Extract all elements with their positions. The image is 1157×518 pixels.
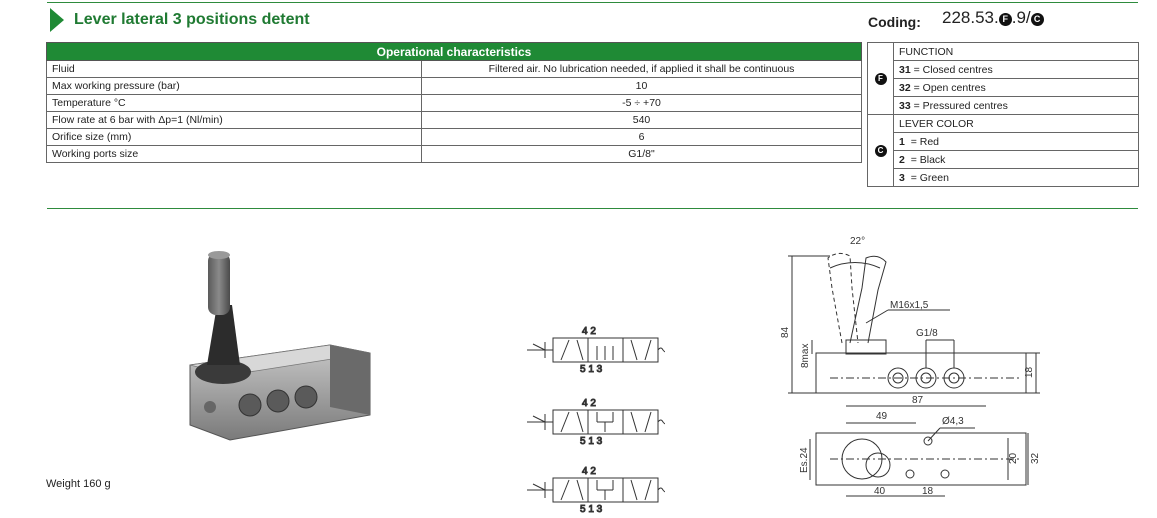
color-marker-icon: C bbox=[1031, 13, 1044, 26]
port-labels-bottom: 5 1 3 bbox=[580, 364, 603, 375]
table-row bbox=[47, 61, 862, 78]
code-text: Black bbox=[919, 153, 946, 166]
code-number: 1 bbox=[899, 135, 905, 148]
coding-mid: .9/ bbox=[1011, 8, 1031, 27]
ops-label: Temperature °C bbox=[47, 95, 422, 112]
ops-value: 6 bbox=[422, 129, 862, 146]
ops-table-title: Operational characteristics bbox=[47, 43, 862, 61]
port-labels-top: 4 2 bbox=[582, 326, 596, 337]
code-number: 2 bbox=[899, 153, 905, 166]
table-row bbox=[47, 129, 862, 146]
code-text: Closed centres bbox=[922, 63, 993, 76]
ops-label: Max working pressure (bar) bbox=[47, 78, 422, 95]
section-title: Lever lateral 3 positions detent bbox=[74, 11, 310, 28]
dim-angle: 22° bbox=[850, 236, 866, 247]
title-arrow-icon bbox=[50, 8, 64, 32]
port-labels-bottom: 5 1 3 bbox=[580, 504, 603, 515]
symbol-open-centres bbox=[527, 398, 665, 447]
function-marker-icon: F bbox=[999, 13, 1012, 26]
color-marker-icon: C bbox=[875, 145, 887, 157]
code-number: 33 bbox=[899, 99, 911, 112]
dim-49: 49 bbox=[876, 411, 888, 422]
ops-value: 540 bbox=[422, 112, 862, 129]
code-number: 3 bbox=[899, 171, 905, 184]
symbol-closed-centres bbox=[527, 326, 665, 375]
code-text: Red bbox=[919, 135, 940, 148]
table-row: 32 = Open centres bbox=[868, 79, 1139, 97]
dim-max: 8max bbox=[800, 343, 811, 368]
dim-thread: M16x1,5 bbox=[890, 300, 929, 311]
table-row bbox=[47, 146, 862, 163]
code-number: 31 bbox=[899, 63, 911, 76]
table-row: 2 = Black bbox=[868, 151, 1139, 169]
ops-value: 10 bbox=[422, 78, 862, 95]
section-rule bbox=[47, 208, 1138, 209]
table-row: 3 = Green bbox=[868, 169, 1139, 187]
ops-value: Filtered air. No lubrication needed, if applied it shall be continuous bbox=[422, 61, 862, 78]
coding-table bbox=[867, 42, 1139, 187]
table-row: 1 = Red bbox=[868, 133, 1139, 151]
product-image bbox=[180, 245, 380, 445]
code-text: Pressured centres bbox=[922, 99, 1008, 112]
dim-width-full: 87 bbox=[912, 395, 924, 406]
symbol-pressured-centres bbox=[527, 466, 665, 515]
code-text: Green bbox=[919, 171, 949, 184]
dimension-drawing bbox=[770, 228, 1050, 513]
ops-value: G1/8" bbox=[422, 146, 862, 163]
pneumatic-symbols bbox=[525, 320, 665, 515]
function-marker-icon: F bbox=[875, 73, 887, 85]
dim-18b: 18 bbox=[922, 486, 934, 497]
dim-height-total: 84 bbox=[780, 326, 791, 338]
dim-es: Es.24 bbox=[799, 447, 810, 473]
table-row bbox=[868, 43, 1139, 61]
lever-color-heading: LEVER COLOR bbox=[894, 115, 1139, 133]
table-row: 31 = Closed centres bbox=[868, 61, 1139, 79]
port-labels-bottom: 5 1 3 bbox=[580, 436, 603, 447]
function-marker-cell bbox=[868, 43, 894, 115]
ops-label: Working ports size bbox=[47, 146, 422, 163]
port-labels-top: 4 2 bbox=[582, 398, 596, 409]
top-rule bbox=[47, 2, 1138, 3]
table-row: 33 = Pressured centres bbox=[868, 97, 1139, 115]
function-heading: FUNCTION bbox=[894, 43, 1139, 61]
operational-characteristics-table bbox=[46, 42, 862, 163]
dim-20: 20 bbox=[1008, 452, 1019, 464]
code-number: 32 bbox=[899, 81, 911, 94]
dim-40: 40 bbox=[874, 486, 886, 497]
port-labels-top: 4 2 bbox=[582, 466, 596, 477]
dim-hole: Ø4,3 bbox=[942, 416, 964, 427]
ops-label: Fluid bbox=[47, 61, 422, 78]
coding-prefix: 228.53. bbox=[942, 8, 999, 27]
ops-value: -5 ÷ +70 bbox=[422, 95, 862, 112]
dim-32: 32 bbox=[1030, 452, 1041, 464]
code-text: Open centres bbox=[922, 81, 986, 94]
ops-label: Orifice size (mm) bbox=[47, 129, 422, 146]
table-row bbox=[47, 95, 862, 112]
weight-label: Weight 160 g bbox=[46, 478, 111, 490]
coding-label: Coding: bbox=[868, 14, 921, 30]
ops-label: Flow rate at 6 bar with Δp=1 (Nl/min) bbox=[47, 112, 422, 129]
dim-height-side: 18 bbox=[1024, 366, 1035, 378]
table-row bbox=[868, 115, 1139, 133]
color-marker-cell bbox=[868, 115, 894, 187]
dim-port: G1/8 bbox=[916, 328, 938, 339]
coding-code bbox=[942, 8, 1044, 28]
table-row bbox=[47, 112, 862, 129]
table-row bbox=[47, 78, 862, 95]
